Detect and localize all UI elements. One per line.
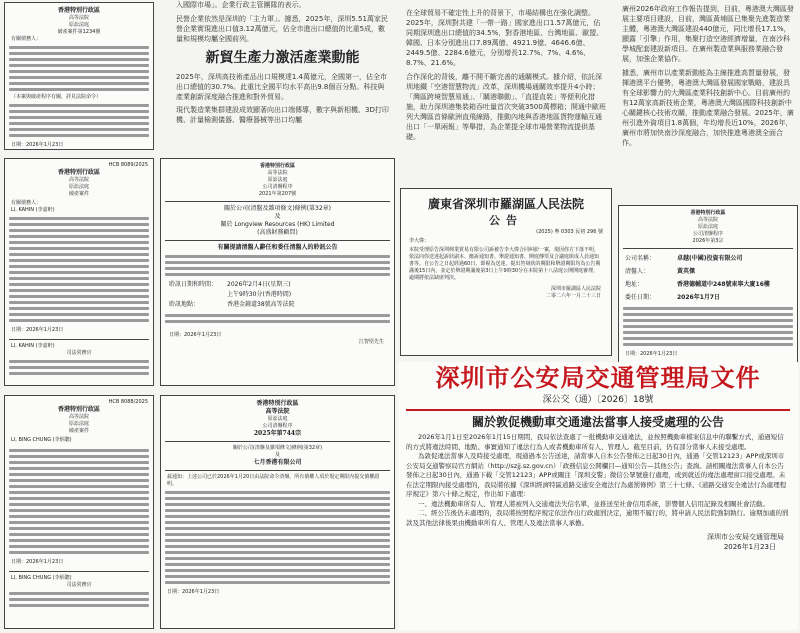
notice-date: 日期：2026年1月23日 bbox=[625, 351, 678, 357]
notice-date: 二零二六年一月二十三日 bbox=[545, 293, 601, 299]
notice-title: 香港特別行政區 bbox=[57, 7, 100, 14]
court-line: 原訟法庭 bbox=[267, 416, 288, 422]
notice-line: 原訟法庭 bbox=[68, 22, 89, 28]
court-line: 高等法院 bbox=[267, 170, 288, 176]
court-line: 高等法院 bbox=[68, 177, 89, 183]
court-line: 原訟法庭 bbox=[697, 224, 718, 230]
notice-date: 日期：2026年1月23日 bbox=[11, 142, 64, 148]
court-line: 破產案件 bbox=[68, 428, 89, 434]
court-line: 高等法院 bbox=[697, 217, 718, 223]
row-value: 卓越(中國)投資有限公司 bbox=[677, 255, 743, 262]
notice-body: 本院受理原告深圳興業貿易有限公司訴被告李大偉合同糾紛一案，現因你方下落不明，依法向你送達起訴狀副本、應訴通知書、舉證通知書、開庭傳票及合議庭組成人員通知書等。自公告之日起經過60日，即視為送達。提出答辯狀的期限和舉證期限均為公告期滿後15日內，並定於舉證期滿後第3日上午9時30分在本院第十八法庭公開開庭審理，逾期將依法缺席判決。 bbox=[409, 247, 601, 281]
notice-date: 日期：2026年1月23日 bbox=[169, 332, 222, 338]
traffic-notice bbox=[398, 362, 798, 630]
court-title: 香港特別行政區 bbox=[57, 406, 100, 413]
notice-bankruptcy-2 bbox=[4, 395, 154, 629]
case-number: HCB 8089/2025 bbox=[108, 162, 148, 168]
news-paragraph: 入國際市場」。企業行政主管團隊的表示。 bbox=[176, 1, 306, 9]
notice-date: 日期：2026年1月23日 bbox=[167, 589, 220, 595]
news-subheading: 新貿生產力激活產業動能 bbox=[205, 50, 360, 66]
signer-title: 司法常務官 bbox=[66, 350, 92, 356]
case-number: HCB 8088/2025 bbox=[108, 399, 148, 405]
news-column-1 bbox=[170, 0, 395, 150]
court-line: 公司清盤程序 bbox=[262, 423, 293, 429]
company-sub: (高盛財務顧問) bbox=[257, 229, 298, 236]
notice-line: 高等法院 bbox=[68, 15, 89, 21]
court-line: 高等法院 bbox=[68, 414, 89, 420]
and-line: 及 bbox=[274, 452, 280, 458]
row-value: 2026年1月7日 bbox=[677, 294, 721, 301]
news-column-3 bbox=[616, 0, 800, 200]
debtor-name: LI, BING CHUNG (李炳聰) bbox=[11, 437, 72, 443]
notice-subtitle: 公告 bbox=[489, 214, 523, 227]
news-column-2 bbox=[400, 0, 612, 185]
news-paragraph: 合作深化的背後，離不開不斷完善的通關模式。據介紹，依託深圳地鐵「空港智慧物流」改革，深圳機場通關效率提升4小時；「灣區跨境智慧易通」、「關港聯動」、「直提直裝」等便利化措施，助力深圳港集裝箱吞吐量首次突破3500萬標箱；開通中歐班列大灣區首條歐洲直飛線路，推動內地與香港地區貨物運輸互通出口「一單兩報」等舉措，為企業提全球市場營業物流提供基礎。 bbox=[406, 73, 606, 141]
row-label: 公司名稱： bbox=[625, 255, 656, 262]
row-label: 地址： bbox=[625, 281, 644, 288]
court-line: 香港特別行政區 bbox=[690, 210, 726, 216]
place-label: 聆訊地點： bbox=[169, 301, 200, 308]
row-label: 委任日期： bbox=[625, 294, 656, 301]
signer-name: LI, KAHIN (李嘉軒) bbox=[11, 343, 55, 349]
signer-name: 深圳市羅湖區人民法院 bbox=[550, 286, 601, 292]
signer-title: 司法常務官 bbox=[66, 582, 92, 588]
court-title: 廣東省深圳市羅湖區人民法院 bbox=[427, 197, 584, 211]
notice-luohu-court bbox=[400, 188, 612, 356]
red-divider bbox=[406, 409, 790, 411]
row-value: 香港德輔道中248號東寧大廈16樓 bbox=[677, 281, 770, 288]
document-number: 深公交（通）〔2026〕18號 bbox=[542, 395, 654, 405]
news-paragraph: 廣州2026年政府工作報告提到，目前，粵港澳大灣區發展主要項目建設，目前，灣區黃埔區已集聚先進製造業主體，粵港澳大灣區建設440億元，同比增長17.1%，顯露「引擎」作用，集聚打造空港經濟增量，在南沙科學城配套建設新項目。在廣州製造業與服務業融合發展，加強企業協作。 bbox=[622, 5, 794, 63]
notice-bankruptcy-1 bbox=[4, 158, 154, 386]
court-line: 原訟法庭 bbox=[68, 184, 89, 190]
news-paragraph: 在全球貿易不確定性上升的背景下，市場結構也在強化調整。2025年，深圳對共建「一帶一路」國家進出口1.57萬億元，佔同期深圳進出口總值的34.5%，對香港地區、台灣地區、歐盟、韓國、日本分別進出口7.89萬億、4921.9億、4646.6億、2449.5億、2284.6億元，分別增長12.7%、7%、4.6%、8.7%、21.6%。 bbox=[406, 9, 604, 67]
debtor-name: LI, KAHIN (李嘉軒) bbox=[11, 207, 55, 213]
case-number: 2026年第3宗 bbox=[692, 238, 724, 244]
court-line: 香港特別行政區 bbox=[259, 163, 295, 169]
notice-winding-up-longview bbox=[160, 158, 395, 386]
notice-heading: 有關提請清盤人辭任和委任清盤人的聆訊公告 bbox=[217, 244, 338, 251]
signer-name: LI, BING CHUNG (李炳聰) bbox=[11, 575, 72, 581]
court-line: 原訟法庭 bbox=[267, 177, 288, 183]
court-line: 高等法院 bbox=[265, 408, 290, 415]
news-paragraph: 2025年，深圳高技術產品出口規模達1.4萬億元，全國第一，佔全市出口總值的30.7%。此重比全國平均水平高出9.8個百分點。科技與產業創新深度融合推進和對外貿易。 bbox=[176, 73, 387, 101]
court-title: 香港特別行政區 bbox=[256, 400, 299, 407]
news-paragraph: 據悉，廣州市以產業新動能為主線推進高質量發展，發揮港澳平台優勢，粵港澳大灣區發展國家戰略，建設具有全球影響力的大灣區產業科技創新中心。目前廣州約有12萬家高新技術企業，粵港澳大灣區國際科技創新中心關鍵核心技術攻關，推動產業融合發展。2025年，廣州引進外資項目1.8萬個，年均增長近10%，2026年，廣州市將加快南沙深度融合，加快推進粵港澳全面合作。 bbox=[622, 69, 794, 147]
notice-top-left bbox=[4, 2, 154, 150]
notice-body: 茲通知：上述公司已於2026年1月20日由法院命令清盤，所有債權人須於規定期限內提交債權證明。 bbox=[167, 474, 380, 487]
notice-winding-up-july bbox=[160, 395, 395, 629]
news-paragraph: 現代製造業集群建設成效顯著向出口端傳導，數字與新相機、3D打印機、計量檢測儀器、醫療器械等出口均屬 bbox=[176, 106, 389, 124]
court-title: 香港特別行政區 bbox=[57, 169, 100, 176]
news-paragraph: 民營企業依然是深圳的「主力軍」。據悉，2025年，深圳5.51萬家民營企業實現進出口值3.12萬億元，佔全市進出口總值的比重5成，數量和規模均屬全國前列。 bbox=[176, 15, 388, 43]
document-header: 深圳市公安局交通管理局文件 bbox=[435, 363, 761, 392]
company-name: 關於 Longview Resources (HK) Limited bbox=[220, 221, 335, 228]
row-value: 黃英傑 bbox=[677, 268, 696, 275]
addressee: 李大偉： bbox=[409, 238, 430, 244]
hearing-date-label: 聆訊日期和時間： bbox=[169, 281, 218, 288]
court-line: 公司清盤程序 bbox=[262, 184, 293, 190]
case-number: 2021年第207號 bbox=[258, 191, 297, 197]
notice-subject: 關於敦促機動車交通違法當事人接受處理的公告 bbox=[471, 415, 724, 429]
signer-name: 深圳市公安局交通管理局 bbox=[707, 533, 784, 541]
notice-date: 2026年1月23日 bbox=[723, 543, 776, 551]
notice-item: 一、違法機動車所有人、管理人將被列入交通違法失信名單，並推送至社會信用系統，影響個人信用記錄及相關社會活動。 bbox=[418, 499, 769, 508]
notice-line: 破產案件第1234號 bbox=[57, 29, 101, 35]
notice-date: 日期：2026年1月23日 bbox=[11, 327, 64, 333]
court-line: 破產案件 bbox=[68, 191, 89, 197]
matter-line: 關於公司(清盤及雜項條文)條例(第32章) bbox=[232, 445, 323, 451]
hearing-time: 上午9時30分(香港時間) bbox=[227, 291, 292, 298]
notice-item: 二、經公告後仍未處理的，我局將按照程序規定依法作出行政處罰決定，逾期不履行的，將申請人民法院強制執行。逾期加處的罰款及其他法律後果由機動車所有人、管理人及違法當事人承擔。 bbox=[406, 509, 789, 527]
court-line: 原訟法庭 bbox=[68, 421, 89, 427]
and-line: 及 bbox=[274, 213, 281, 220]
notice-date: 日期：2026年1月23日 bbox=[11, 559, 64, 565]
notice-paragraph: 2026年1月1日至2026年1月15日期間，我局依法查處了一批機動車交通違法，並按照機動車檔案信息中的聯繫方式，通過短信的方式將違法時間、地點、事實通知了違法行為人或者機動車所有人、管理人。截至目前，仍有部分當事人未接受處理。 bbox=[406, 433, 784, 451]
notice-line: 有關債務人： bbox=[11, 36, 42, 42]
signer-name: 江智堅先生 bbox=[358, 339, 384, 345]
court-line: 公司清盤程序 bbox=[692, 231, 723, 237]
debtor-label: 有關債務人： bbox=[11, 200, 42, 206]
row-label: 清盤人： bbox=[625, 268, 650, 275]
company-name: 七月香港有限公司 bbox=[253, 459, 302, 466]
notice-body: （本案與破產程序有關，詳見法院命令） bbox=[11, 94, 102, 100]
matter-line: 關於公司(清盤及雜項條文)條例(第32章) bbox=[224, 205, 331, 212]
place-value: 香港金鐘道38號高等法院 bbox=[227, 301, 295, 308]
notice-paragraph: 為敦促違法當事人及時接受處理，現通過本公告送達，請當事人自本公告發佈之日起30日內，通過「交管12123」APP或深圳市公安局交通警察局官方網站（http://szjj.sz.gov.cn）「政務信息公開欄目—通知公告—其他公告」查詢。請相關違法當事人自本公告發佈之日起30日內，通過下載「交管12123」APP或關注「深圳交警」微信公眾號進行處理，或到就近的違法處理窗口接受處理。未在法定期限內接受處理的，我局將依據《深圳經濟特區道路交通安全違法行為處罰條例》第三十七條、《道路交通安全違法行為處理程序規定》第六十條之規定，作出如下處理： bbox=[406, 452, 787, 498]
case-number: (2025) 粵 0303 民初 296 號 bbox=[536, 229, 603, 235]
case-number: 2025年第744宗 bbox=[253, 430, 302, 437]
hearing-date: 2026年2月4日(星期三) bbox=[227, 281, 291, 288]
